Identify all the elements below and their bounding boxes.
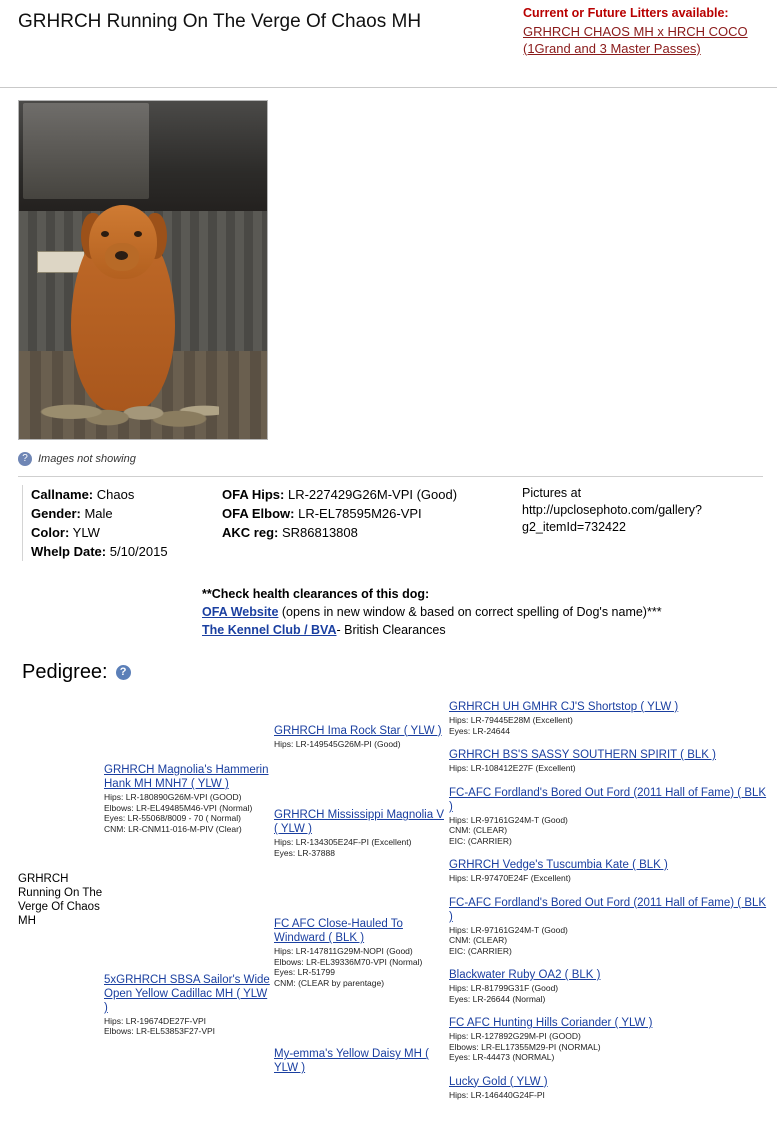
dog-name[interactable]: Blackwater Ruby OA2 ( BLK ) [449, 969, 601, 981]
kennel-club-note: - British Clearances [336, 623, 446, 637]
color-value: YLW [72, 525, 100, 540]
dog-detail: Hips: LR-147811G29M-NOPI (Good) Elbows: LR-EL39336M70-VPI (Normal) Eyes: LR-51799 CNM: (CLEAR by parentage) [274, 946, 423, 988]
pedigree-dog [449, 786, 771, 847]
dog-name[interactable]: GRHRCH Vedge's Tuscumbia Kate ( BLK ) [449, 859, 668, 871]
litters-announcement [517, 6, 767, 57]
ofa-hips-value: LR-227429G26M-VPI (Good) [287, 487, 458, 502]
dog-detail: Hips: LR-134305E24F-PI (Excellent) Eyes: LR-37888 [274, 837, 412, 858]
color-label: Color: [31, 525, 70, 540]
dog-name[interactable]: FC-AFC Fordland's Bored Out Ford (2011 Hall of Fame) ( BLK ) [449, 786, 767, 813]
dog-name[interactable]: Lucky Gold ( YLW ) [449, 1075, 548, 1088]
pedigree-generation-2 [104, 694, 274, 1106]
callname-value: Chaos [96, 487, 135, 502]
ofa-hips-label: OFA Hips: [222, 487, 285, 502]
help-icon[interactable]: ? [116, 665, 131, 680]
dog-name[interactable]: GRHRCH BS'S SASSY SOUTHERN SPIRIT ( BLK ) [449, 749, 716, 761]
clearances-heading: **Check health clearances of this dog: [202, 587, 430, 601]
dog-detail: Hips: LR-79445E28M (Excellent) Eyes: LR-24644 [449, 715, 573, 736]
pedigree-dog [449, 1016, 771, 1063]
pedigree-dog [104, 973, 274, 1037]
dog-detail: Hips: LR-97470E24F (Excellent) [449, 873, 571, 883]
page-title: GRHRCH Running On The Verge Of Chaos MH [18, 11, 422, 32]
gender-label: Gender: [31, 506, 81, 521]
pedigree-generation-4 [449, 694, 771, 1106]
dog-info-health [222, 485, 522, 561]
dog-name: GRHRCH Running On The Verge Of Chaos MH [18, 873, 103, 927]
litters-label: Current or Future Litters available: [523, 6, 729, 20]
dog-detail: Hips: LR-146440G24F-PI [449, 1089, 545, 1100]
dog-detail: Hips: LR-108412E27F (Excellent) [449, 763, 576, 773]
pedigree-dog [449, 968, 771, 1004]
dog-detail: Hips: LR-81799G31F (Good) Eyes: LR-26644 (Normal) [449, 983, 559, 1004]
dog-name[interactable]: FC-AFC Fordland's Bored Out Ford (2011 Hall of Fame) ( BLK ) [449, 896, 767, 923]
pedigree-heading-row [22, 661, 777, 684]
pictures-url: http://upclosephoto.com/gallery?g2_itemId=732422 [522, 503, 702, 534]
pictures-label: Pictures at [522, 486, 582, 500]
dog-info [0, 477, 777, 561]
whelp-date-value: 5/10/2015 [109, 544, 168, 559]
images-not-showing-note [18, 452, 777, 466]
dog-detail: Hips: LR-97161G24M-T (Good) CNM: (CLEAR) EIC: (CARRIER) [449, 814, 568, 846]
broken-image-icon: ? [18, 452, 32, 466]
kennel-club-link[interactable]: The Kennel Club / BVA [202, 623, 337, 637]
dog-detail: Hips: LR-127892G29M-PI (GOOD) Elbows: LR-EL17355M29-PI (NORMAL) Eyes: LR-44473 (NORMAL) [449, 1031, 601, 1062]
pedigree-dog [104, 763, 274, 834]
litters-link[interactable]: GRHRCH CHAOS MH x HRCH COCO (1Grand and 3 Master Passes) [523, 23, 748, 56]
dog-name[interactable]: GRHRCH Ima Rock Star ( YLW ) [274, 724, 442, 737]
pedigree-dog [274, 724, 449, 750]
gender-value: Male [84, 506, 113, 521]
pedigree-dog [449, 896, 771, 957]
dog-detail: Hips: LR-19674DE27F-VPI Elbows: LR-EL53853F27-VPI [104, 1015, 216, 1037]
pedigree-chart [0, 690, 777, 1124]
pedigree-dog [449, 748, 771, 774]
dog-detail: Hips: LR-149545G26M-PI (Good) [274, 738, 401, 749]
dog-name[interactable]: FC AFC Close-Hauled To Windward ( BLK ) [274, 918, 403, 945]
pedigree-generation-3 [274, 694, 449, 1106]
ofa-website-link[interactable]: OFA Website [202, 605, 279, 619]
pedigree-dog [449, 1075, 771, 1101]
pedigree-heading: Pedigree: [22, 661, 108, 683]
pedigree-dog [274, 1047, 449, 1076]
health-clearances [202, 585, 672, 639]
dog-name[interactable]: GRHRCH Magnolia's Hammerin Hank MH MNH7 ( YLW ) [104, 764, 269, 791]
ofa-website-note: (opens in new window & based on correct spelling of Dog's name)*** [281, 605, 662, 619]
dog-detail: Hips: LR-180890G26M-VPI (GOOD) Elbows: LR-EL49485M46-VPI (Normal) Eyes: LR-55068/8009 - 70 ( Normal) CNM: LR-CNM11-016-M-PIV (Clear) [104, 792, 253, 834]
page-header [0, 0, 777, 88]
dog-name[interactable]: GRHRCH UH GMHR CJ'S Shortstop ( YLW ) [449, 701, 679, 713]
pedigree-dog [274, 808, 449, 858]
dog-name[interactable]: FC AFC Hunting Hills Coriander ( YLW ) [449, 1017, 653, 1029]
dog-detail: Hips: LR-97161G24M-T (Good) CNM: (CLEAR) EIC: (CARRIER) [449, 924, 568, 956]
pedigree-generation-1 [18, 694, 104, 1106]
dog-name[interactable]: 5xGRHRCH SBSA Sailor's Wide Open Yellow Cadillac MH ( YLW ) [104, 973, 270, 1014]
akc-reg-value: SR86813808 [281, 525, 358, 540]
ofa-elbow-label: OFA Elbow: [222, 506, 295, 521]
dog-name[interactable]: My-emma's Yellow Daisy MH ( YLW ) [274, 1048, 429, 1075]
pedigree-dog [449, 700, 771, 736]
pedigree-dog [18, 872, 104, 928]
callname-label: Callname: [31, 487, 94, 502]
pedigree-dog [449, 858, 771, 884]
pictures-info [522, 485, 767, 561]
whelp-date-label: Whelp Date: [31, 544, 107, 559]
pedigree-dog [274, 917, 449, 988]
akc-reg-label: AKC reg: [222, 525, 279, 540]
dog-info-basic [22, 485, 222, 561]
dog-photo [18, 100, 268, 440]
photo-section [0, 88, 777, 440]
dog-name[interactable]: GRHRCH Mississippi Magnolia V ( YLW ) [274, 809, 444, 836]
images-not-showing-label: Images not showing [38, 453, 136, 465]
ofa-elbow-value: LR-EL78595M26-VPI [298, 506, 422, 521]
